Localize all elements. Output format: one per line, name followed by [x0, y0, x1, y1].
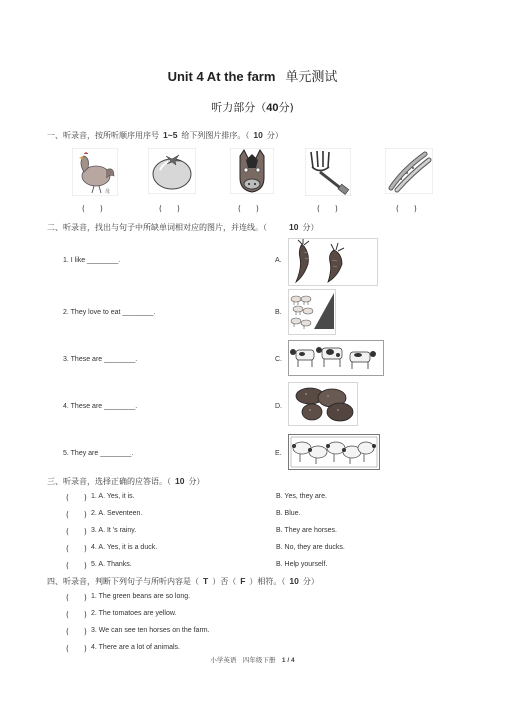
section4-heading: 四、听录音，判断下列句子与所听内容是（ T ）否（ F ）相符。（ 10 分）: [47, 576, 319, 586]
choice-a: 1. A. Yes, it is.: [91, 493, 135, 500]
choice-b: B. Blue.: [276, 510, 301, 517]
judge-statement: 4. There are a lot of animals.: [91, 644, 180, 651]
order-blank[interactable]: ( ): [82, 204, 103, 213]
judge-statement: 3. We can see ten horses on the farm.: [91, 627, 210, 634]
carrots-icon: [288, 238, 378, 286]
option-letter-e: E.: [275, 450, 282, 457]
order-blank[interactable]: ( ): [396, 204, 417, 213]
order-blank[interactable]: ( ): [159, 204, 180, 213]
option-letter-b: B.: [275, 309, 282, 316]
judge-statement: 2. The tomatoes are yellow.: [91, 610, 177, 617]
title-cn: 单元测试: [285, 70, 338, 85]
tomato-icon: [148, 148, 196, 194]
sentence-3: 3. These are ________.: [63, 356, 138, 363]
judge-blank[interactable]: ( ): [66, 610, 87, 619]
option-letter-a: A.: [275, 257, 282, 264]
answer-blank[interactable]: ( ): [66, 493, 87, 502]
sentence-5: 5. They are ________.: [63, 450, 134, 457]
judge-blank[interactable]: ( ): [66, 593, 87, 602]
listening-subtitle: 听力部分（40分): [211, 101, 294, 114]
sentence-1: 1. I like ________.: [63, 257, 121, 264]
choice-b: B. They are horses.: [276, 527, 337, 534]
fork-icon: [305, 148, 351, 196]
goats-icon: [288, 289, 336, 335]
green-beans-icon: [385, 148, 433, 194]
option-letter-d: D.: [275, 403, 282, 410]
answer-blank[interactable]: ( ): [66, 510, 87, 519]
section2-heading: 二、听录音，找出与句子中所缺单词相对应的图片，并连线。（ 10 分）: [47, 222, 319, 232]
answer-blank[interactable]: ( ): [66, 527, 87, 536]
answer-blank[interactable]: ( ): [66, 544, 87, 553]
choice-b: B. Help yourself.: [276, 561, 328, 568]
option-letter-c: C.: [275, 356, 282, 363]
potatoes-icon: [288, 382, 358, 426]
section1-heading: 一、听录音，按所听顺序用序号 1~5 给下列图片排序。（ 10 分）: [47, 130, 283, 140]
horse-icon: [230, 148, 274, 194]
judge-blank[interactable]: ( ): [66, 627, 87, 636]
choice-b: B. Yes, they are.: [276, 493, 327, 500]
sentence-4: 4. These are ________.: [63, 403, 138, 410]
judge-statement: 1. The green beans are so long.: [91, 593, 191, 600]
order-blank[interactable]: ( ): [317, 204, 338, 213]
hen-icon: [72, 148, 118, 196]
judge-blank[interactable]: ( ): [66, 644, 87, 653]
choice-a: 3. A. It 's rainy.: [91, 527, 137, 534]
sentence-2: 2. They love to eat ________.: [63, 309, 156, 316]
title-en: Unit 4 At the farm: [167, 69, 276, 84]
choice-a: 2. A. Seventeen.: [91, 510, 143, 517]
section3-heading: 三、听录音，选择正确的应答语。（ 10 分）: [47, 476, 205, 486]
cows-icon: [288, 340, 384, 376]
choice-b: B. No, they are ducks.: [276, 544, 345, 551]
page-footer: 小学英语 四年级下册 1 / 4: [210, 656, 295, 664]
answer-blank[interactable]: ( ): [66, 561, 87, 570]
svg-text:母: 母: [105, 189, 111, 195]
page-number: 1 / 4: [281, 657, 295, 664]
sheep-icon: [288, 434, 380, 470]
page-title: [0, 66, 505, 85]
choice-a: 4. A. Yes, it is a duck.: [91, 544, 158, 551]
order-blank[interactable]: ( ): [238, 204, 259, 213]
choice-a: 5. A. Thanks.: [91, 561, 132, 568]
